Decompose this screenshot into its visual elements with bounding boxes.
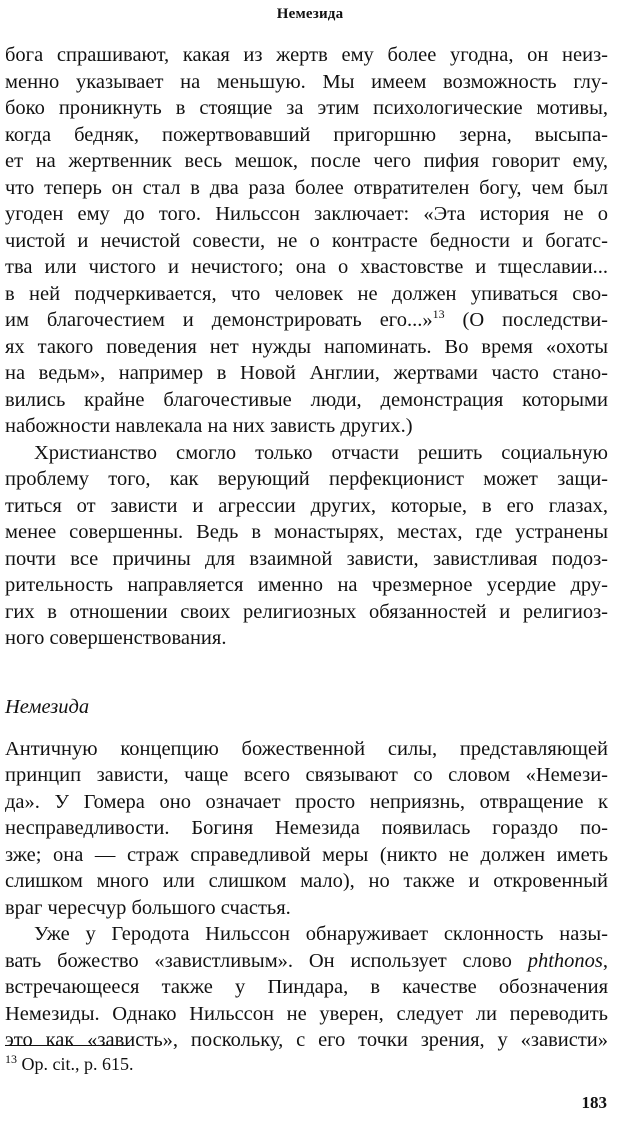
text-line: Немезиды. Однако Нильссон не уверен, следует ли переводить — [5, 1002, 608, 1025]
text-line: менее совершенны. Ведь в монастырях, местах, где устранены — [5, 521, 608, 543]
text-line: Христианство смогло только отчасти решить социальную — [34, 441, 608, 464]
text-line: вились крайне благочестивые люди, демонстрация которыми — [5, 388, 608, 411]
text-line: менно указывает на меньшую. Мы имеем возможность глу- — [5, 70, 608, 93]
text-line: ет на жертвенник весь мешок, после чего пифия говорит ему, — [5, 150, 608, 172]
footnote-reference[interactable]: 13 — [432, 307, 445, 322]
italic-term: phthonos — [527, 949, 603, 972]
text-line: боко проникнуть в стоящие за этим психологические мотивы, — [5, 97, 608, 119]
text-line: ного совершенствования. — [5, 627, 227, 649]
text-line: бога спрашивают, какая из жертв ему более угодна, он неиз- — [5, 44, 608, 66]
text-line: проблему того, как верующий перфекционист может защи- — [5, 468, 608, 490]
footnote-number: 13 — [5, 1052, 17, 1066]
paragraph-4 — [5, 921, 608, 1054]
text-line: встречающееся также у Пиндара, в качестве обозначения — [5, 976, 608, 998]
text-line: рительность направляется именно на чрезмерное усердие дру- — [5, 574, 608, 596]
text-segment: (О последстви- — [444, 309, 608, 331]
text-line: гих в отношении своих религиозных обязанностей и религиоз- — [5, 600, 608, 623]
text-line: враг чересчур большого счастья. — [5, 896, 291, 919]
page-number: 183 — [581, 1093, 607, 1112]
footnote — [5, 1052, 134, 1076]
text-line: Античную концепцию божественной силы, представляющей — [5, 737, 608, 760]
paragraph-3 — [5, 736, 608, 922]
text-segment: им благочестием и демонстрировать его...» — [5, 309, 433, 331]
text-line: да». У Гомера оно означает просто неприязнь, отвращение к — [5, 790, 608, 813]
text-line: зже; она — страж справедливой меры (никто не должен иметь — [5, 843, 608, 866]
body-text — [5, 42, 608, 1054]
section-title: Немезида — [5, 695, 90, 718]
text-line: почти все причины для взаимной зависти, завистливая подоз- — [5, 547, 608, 570]
text-line: принцип зависти, чаще всего связывают со словом «Немези- — [5, 764, 608, 786]
text-line: набожности навлекала на них зависть других.) — [5, 415, 413, 437]
footnote-text: Op. cit., p. 615. — [17, 1054, 134, 1074]
text-line: ях такого поведения нет нужды напоминать. Во время «охоты — [5, 335, 608, 358]
footnote-divider — [5, 1045, 130, 1046]
paragraph-1 — [5, 42, 608, 440]
text-segment: , — [602, 949, 608, 972]
text-line: чистой и нечистой совести, не о контрасте бедности и богатс- — [5, 229, 608, 252]
text-line: слишком много или слишком мало), но также и откровенный — [5, 870, 608, 892]
running-head: Немезида — [276, 6, 344, 22]
section-spacer — [5, 652, 608, 692]
text-line: на ведьм», например в Новой Англии, жертвами часто стано- — [5, 362, 608, 384]
section-spacer — [5, 722, 608, 736]
text-line: несправедливости. Богиня Немезида появилась гораздо по- — [5, 817, 608, 839]
text-line: когда бедняк, пожертвовавший пригоршню зерна, высыпа- — [5, 123, 608, 146]
text-segment: вать божество «завистливым». Он использует слово — [5, 949, 528, 972]
text-line: угоден ему до того. Нильссон заключает: «Эта история не о — [5, 203, 608, 225]
text-line — [5, 307, 608, 334]
text-line: тва или чистого и нечистого; она о хвастовстве и тщеславии... — [5, 256, 608, 278]
text-line: Уже у Геродота Нильссон обнаруживает склонность назы- — [34, 923, 608, 945]
text-line: что теперь он стал в два раза более отвратителен богу, чем был — [5, 176, 608, 199]
text-line — [5, 948, 608, 975]
text-line: титься от зависти и агрессии других, которые, в его глазах, — [5, 494, 608, 517]
text-line: это как «зависть», поскольку, с его точки зрения, у «зависти» — [5, 1029, 608, 1051]
paragraph-2 — [5, 440, 608, 652]
text-line: в ней подчеркивается, что человек не должен упиваться сво- — [5, 282, 608, 305]
